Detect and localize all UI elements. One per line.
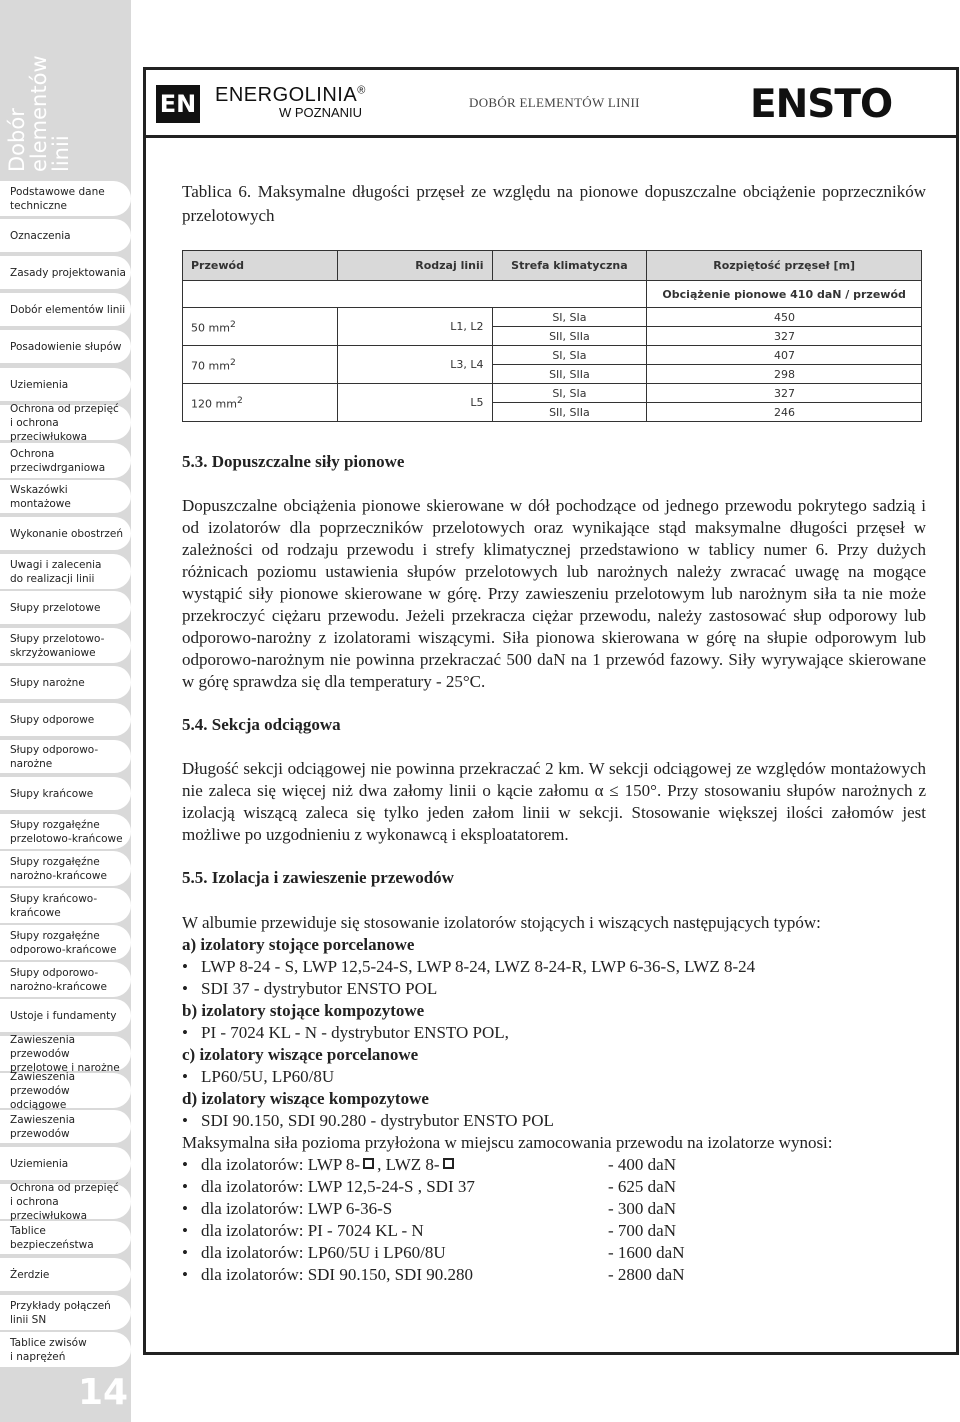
sidebar-nav-item[interactable] bbox=[0, 330, 131, 363]
sidebar-nav-item[interactable] bbox=[0, 181, 131, 216]
force-row bbox=[182, 1198, 926, 1220]
force-value: - 625 daN bbox=[608, 1177, 676, 1196]
sidebar-nav-item[interactable] bbox=[0, 517, 131, 550]
sidebar-nav-item-label: odporowo-krańcowe bbox=[10, 943, 117, 956]
sidebar-nav-item-label: Słupy krańcowo- bbox=[10, 892, 98, 905]
conductor-unit-exponent: 2 bbox=[236, 394, 243, 406]
force-label: , LWZ 8- bbox=[377, 1155, 440, 1174]
sidebar-nav-item-label: Ochrona od przepięć bbox=[10, 402, 119, 415]
sidebar-nav-item-label: do realizacji linii bbox=[10, 572, 95, 585]
energolinia-logo bbox=[215, 84, 366, 120]
list-heading: b) izolatory stojące kompozytowe bbox=[182, 1001, 425, 1020]
sidebar-nav-item-label: Słupy rozgałęźne bbox=[10, 818, 100, 831]
climate-zone-cell: SI, SIa bbox=[492, 384, 647, 403]
sidebar-nav-item[interactable] bbox=[0, 1258, 131, 1291]
span-length-cell: 246 bbox=[647, 403, 922, 422]
section-title: 5.4. Sekcja odciągowa bbox=[182, 715, 341, 734]
sidebar-nav-item[interactable] bbox=[0, 368, 131, 401]
span-length-cell: 327 bbox=[647, 384, 922, 403]
sidebar-nav-item-label: Słupy przelotowo- bbox=[10, 632, 105, 645]
span-length-table bbox=[182, 250, 922, 422]
sidebar-nav-item[interactable] bbox=[0, 925, 131, 960]
sidebar-nav-item[interactable] bbox=[0, 777, 131, 810]
climate-zone-cell: SI, SIa bbox=[492, 308, 647, 327]
sidebar-nav-item-label: Wykonanie obostrzeń bbox=[10, 527, 124, 540]
list-heading: d) izolatory wiszące kompozytowe bbox=[182, 1089, 429, 1108]
sidebar-nav-item-label: linii SN bbox=[10, 1313, 47, 1326]
force-row bbox=[182, 1154, 926, 1176]
climate-zone-cell: SI, SIa bbox=[492, 346, 647, 365]
climate-zone-cell: SII, SIIa bbox=[492, 327, 647, 346]
page-header bbox=[146, 70, 956, 138]
sidebar-nav-item-label: Uziemienia bbox=[10, 1157, 69, 1170]
sidebar-nav-item-label: Słupy rozgałęźne bbox=[10, 929, 100, 942]
brand-name: ENERGOLINIA bbox=[215, 84, 358, 106]
span-length-cell: 327 bbox=[647, 327, 922, 346]
sidebar-nav-item-label: Słupy odporowo- bbox=[10, 966, 99, 979]
sidebar-nav-item-label: Ochrona bbox=[10, 447, 55, 460]
table-row bbox=[183, 384, 922, 403]
conductor-cell bbox=[183, 346, 338, 384]
sidebar-nav-item-label: Ochrona od przepięć bbox=[10, 1181, 119, 1194]
sidebar-title bbox=[6, 12, 72, 172]
sidebar-nav-item-label: krańcowe bbox=[10, 906, 61, 919]
sidebar-nav-item[interactable] bbox=[0, 1332, 131, 1367]
sidebar-nav-item-label: Słupy rozgałęźne bbox=[10, 855, 100, 868]
sidebar-title-line: Dobór bbox=[5, 108, 29, 172]
sidebar-nav-item-label: odciągowe bbox=[10, 1098, 67, 1111]
force-value: - 1600 daN bbox=[608, 1243, 685, 1262]
sidebar-nav-item-label: Uwagi i zalecenia bbox=[10, 558, 102, 571]
sidebar-nav-item-label: narożno-krańcowe bbox=[10, 869, 107, 882]
force-label: • dla izolatorów: PI - 7024 KL - N bbox=[182, 1220, 608, 1242]
sidebar-nav-item-label: i naprężeń bbox=[10, 1350, 66, 1363]
force-label: • dla izolatorów: LP60/5U i LP60/8U bbox=[182, 1242, 608, 1264]
sidebar-nav-item[interactable] bbox=[0, 480, 131, 513]
sidebar-nav-item-label: Zawieszenia przewodów bbox=[10, 1113, 76, 1140]
page-frame bbox=[143, 67, 959, 1355]
list-heading: c) izolatory wiszące porcelanowe bbox=[182, 1045, 419, 1064]
sidebar-nav-item[interactable] bbox=[0, 851, 131, 886]
sidebar-nav-item-label: Wskazówki montażowe bbox=[10, 483, 71, 510]
sidebar-nav-item[interactable] bbox=[0, 591, 131, 624]
sidebar-nav-item[interactable] bbox=[0, 1147, 131, 1180]
sidebar-nav-item-label: Słupy odporowo-narożne bbox=[10, 743, 99, 770]
list-heading: a) izolatory stojące porcelanowe bbox=[182, 935, 415, 954]
sidebar-title-line: linii bbox=[49, 135, 73, 172]
sidebar-nav-item-label: Żerdzie bbox=[10, 1268, 50, 1281]
sidebar-nav-item-label: narożno-krańcowe bbox=[10, 980, 107, 993]
force-label: dla izolatorów: LWP 8- bbox=[201, 1155, 361, 1174]
force-label: • dla izolatorów: LWP 6-36-S bbox=[182, 1198, 608, 1220]
section-paragraph: Dopuszczalne obciążenia pionowe skierowane w dół pochodzące od jednego przewodu pokrytego sadzią i od izolatorów dla poprzeczników przelotowych oraz wynikające stąd maksymalne długości przęseł w zależności od rodzaju przewodu i strefy klimatycznej przedstawiono w tablicy numer 6. Przy dużych różnicach poziomu ustawienia słupów przelotowych lub narożnych należy zwracać uwagę na mogące wystąpić siły pionowe skierowane w górę. Przy zawieszeniu przelotowym lub narożnym siła ta nie może przekroczyć ciężaru przewodu. Jeżeli przekracza ciężar przewodu, należy zastosować słup odporowy lub odporowo-narożny z izolatorami wiszącymi. Siła pionowa skierowana w górę na słupie odporowym lub odporowo-narożnym nie powinna przekraczać 500 daN na 1 przewód fazowy. Siły wyrywające skierowane w górę sprawdza się dla temperatury - 25°C. bbox=[182, 496, 926, 691]
sidebar-nav-item[interactable] bbox=[0, 1221, 131, 1254]
sidebar-nav-item[interactable] bbox=[0, 1070, 131, 1111]
conductor-unit-exponent: 2 bbox=[229, 318, 236, 330]
line-type-cell: L1, L2 bbox=[337, 308, 492, 346]
sidebar-nav-item[interactable] bbox=[0, 1110, 131, 1143]
span-length-cell: 450 bbox=[647, 308, 922, 327]
conductor-value: 70 mm bbox=[191, 359, 230, 373]
sidebar-nav-item-label: Słupy narożne bbox=[10, 676, 85, 689]
energolinia-logo-mark: EN bbox=[156, 85, 200, 123]
force-label: • dla izolatorów: LWP 12,5-24-S , SDI 37 bbox=[182, 1176, 608, 1198]
square-icon bbox=[363, 1158, 374, 1169]
sidebar-nav-item-label: i ochrona przeciwłukowa bbox=[10, 1195, 88, 1222]
sidebar-nav-item[interactable] bbox=[0, 814, 131, 849]
line-type-cell: L5 bbox=[337, 384, 492, 422]
conductor-value: 50 mm bbox=[191, 321, 230, 335]
sidebar-nav-item[interactable] bbox=[0, 703, 131, 736]
column-header: Strefa klimatyczna bbox=[492, 251, 647, 281]
force-value: - 2800 daN bbox=[608, 1265, 685, 1284]
page-number: 14 bbox=[78, 1372, 129, 1413]
subheader-cell: Obciążenie pionowe 410 daN / przewód bbox=[647, 281, 922, 308]
sidebar-nav-item[interactable] bbox=[0, 1033, 131, 1074]
sidebar-nav-item[interactable] bbox=[0, 402, 131, 443]
table-caption: Tablica 6. Maksymalne długości przęseł ze względu na pionowe dopuszczalne obciążenie poprzeczników przelotowych bbox=[182, 182, 926, 225]
sidebar-nav-item[interactable] bbox=[0, 666, 131, 699]
sidebar-nav-item[interactable] bbox=[0, 293, 131, 326]
list-item: • PI - 7024 KL - N - dystrybutor ENSTO POL, bbox=[182, 1022, 926, 1044]
ensto-logo: ENSTO bbox=[750, 82, 893, 127]
sidebar-nav-item-label: Tablice bezpieczeństwa bbox=[10, 1224, 94, 1251]
sidebar-nav-item[interactable] bbox=[0, 554, 131, 589]
force-row bbox=[182, 1242, 926, 1264]
sidebar-nav-item-label: przelotowe i narożne bbox=[10, 1061, 120, 1074]
force-row bbox=[182, 1176, 926, 1198]
line-type-cell: L3, L4 bbox=[337, 346, 492, 384]
force-value: - 400 daN bbox=[608, 1155, 676, 1174]
brand-city: W POZNANIU bbox=[279, 105, 363, 120]
column-header: Rodzaj linii bbox=[337, 251, 492, 281]
force-value: - 700 daN bbox=[608, 1221, 676, 1240]
table-header-row bbox=[183, 251, 922, 281]
sidebar-nav-item[interactable] bbox=[0, 443, 131, 478]
force-value: - 300 daN bbox=[608, 1199, 676, 1218]
sidebar-nav-item-label: Ustoje i fundamenty bbox=[10, 1009, 117, 1022]
sidebar-nav-item-label: Oznaczenia bbox=[10, 229, 71, 242]
sidebar-nav-item-label: Zawieszenia przewodów bbox=[10, 1033, 76, 1060]
sidebar-nav-item[interactable] bbox=[0, 628, 131, 663]
sidebar-nav-item-label: przeciwdrganiowa bbox=[10, 461, 106, 474]
section-title: 5.3. Dopuszczalne siły pionowe bbox=[182, 452, 405, 471]
list-item: • LWP 8-24 - S, LWP 12,5-24-S, LWP 8-24, LWZ 8-24-R, LWP 6-36-S, LWZ 8-24 bbox=[182, 956, 926, 978]
sidebar-nav-item-label: Słupy odporowe bbox=[10, 713, 95, 726]
force-intro: Maksymalna siła pozioma przyłożona w miejscu zamocowania przewodu na izolatorze wynosi: bbox=[182, 1133, 833, 1152]
conductor-value: 120 mm bbox=[191, 397, 237, 411]
climate-zone-cell: SII, SIIa bbox=[492, 403, 647, 422]
list-item: • SDI 37 - dystrybutor ENSTO POL bbox=[182, 978, 926, 1000]
sidebar-nav-item-label: przelotowo-krańcowe bbox=[10, 832, 123, 845]
sidebar-nav-item[interactable] bbox=[0, 999, 131, 1032]
section-paragraph: Długość sekcji odciągowej nie powinna przekraczać 2 km. W sekcji odciągowej ze względów montażowych nie zaleca się więcej niż dwa załomy linii o kącie załomu α ≤ 150°. Przy stosowaniu słupów narożnych z izolacją wiszącą zaleca się tylko jeden załom linii w sekcji. Stosowanie większej ilości załomów jest możliwe po uzgodnieniu z wykonawcą i eksploatatorem. bbox=[182, 759, 926, 844]
table-row bbox=[183, 308, 922, 327]
sidebar-nav-item-label: Słupy krańcowe bbox=[10, 787, 94, 800]
registered-mark: ® bbox=[357, 84, 366, 97]
sidebar-nav-item-label: Posadowienie słupów bbox=[10, 340, 122, 353]
sidebar bbox=[0, 0, 131, 1422]
sidebar-nav-item-label: i ochrona przeciwłukowa bbox=[10, 416, 88, 443]
list-item: • LP60/5U, LP60/8U bbox=[182, 1066, 926, 1088]
sidebar-nav-item[interactable] bbox=[0, 962, 131, 997]
column-header: Rozpiętość przęseł [m] bbox=[647, 251, 922, 281]
sidebar-nav-item-label: Uziemienia bbox=[10, 378, 69, 391]
sidebar-nav-item-label: Przykłady połączeń bbox=[10, 1299, 111, 1312]
sidebar-title-line: elementów bbox=[27, 55, 51, 172]
sidebar-nav-item-label: Zawieszenia przewodów bbox=[10, 1070, 76, 1097]
header-title: DOBÓR ELEMENTÓW LINII bbox=[469, 95, 640, 110]
span-length-cell: 407 bbox=[647, 346, 922, 365]
sidebar-nav-item[interactable] bbox=[0, 256, 131, 289]
list-item: • SDI 90.150, SDI 90.280 - dystrybutor ENSTO POL bbox=[182, 1110, 926, 1132]
force-label: • dla izolatorów: SDI 90.150, SDI 90.280 bbox=[182, 1264, 608, 1286]
sidebar-nav-item-label: skrzyżowaniowe bbox=[10, 646, 96, 659]
sidebar-nav-item-label: Dobór elementów linii bbox=[10, 303, 126, 316]
sidebar-nav-item[interactable] bbox=[0, 1295, 131, 1330]
climate-zone-cell: SII, SIIa bbox=[492, 365, 647, 384]
table-row bbox=[183, 346, 922, 365]
sidebar-nav-item[interactable] bbox=[0, 1181, 131, 1222]
sidebar-nav-item-label: Podstawowe dane bbox=[10, 185, 105, 198]
sidebar-nav-item-label: Tablice zwisów bbox=[10, 1336, 87, 1349]
conductor-cell bbox=[183, 308, 338, 346]
sidebar-nav-item[interactable] bbox=[0, 740, 131, 773]
sidebar-nav-item[interactable] bbox=[0, 888, 131, 923]
table-subheader-row bbox=[183, 281, 922, 308]
conductor-unit-exponent: 2 bbox=[229, 356, 236, 368]
force-row bbox=[182, 1264, 926, 1286]
list-intro: W albumie przewiduje się stosowanie izolatorów stojących i wiszących następujących typów: bbox=[182, 913, 821, 932]
sidebar-nav-item-label: Zasady projektowania bbox=[10, 266, 126, 279]
sidebar-nav-item-label: techniczne bbox=[10, 199, 67, 212]
column-header: Przewód bbox=[183, 251, 338, 281]
square-icon bbox=[443, 1158, 454, 1169]
conductor-cell bbox=[183, 384, 338, 422]
section-title: 5.5. Izolacja i zawieszenie przewodów bbox=[182, 868, 454, 887]
force-row bbox=[182, 1220, 926, 1242]
span-length-cell: 298 bbox=[647, 365, 922, 384]
sidebar-nav-item-label: Słupy przelotowe bbox=[10, 601, 101, 614]
insulator-list bbox=[182, 912, 926, 1286]
sidebar-nav-item[interactable] bbox=[0, 219, 131, 252]
